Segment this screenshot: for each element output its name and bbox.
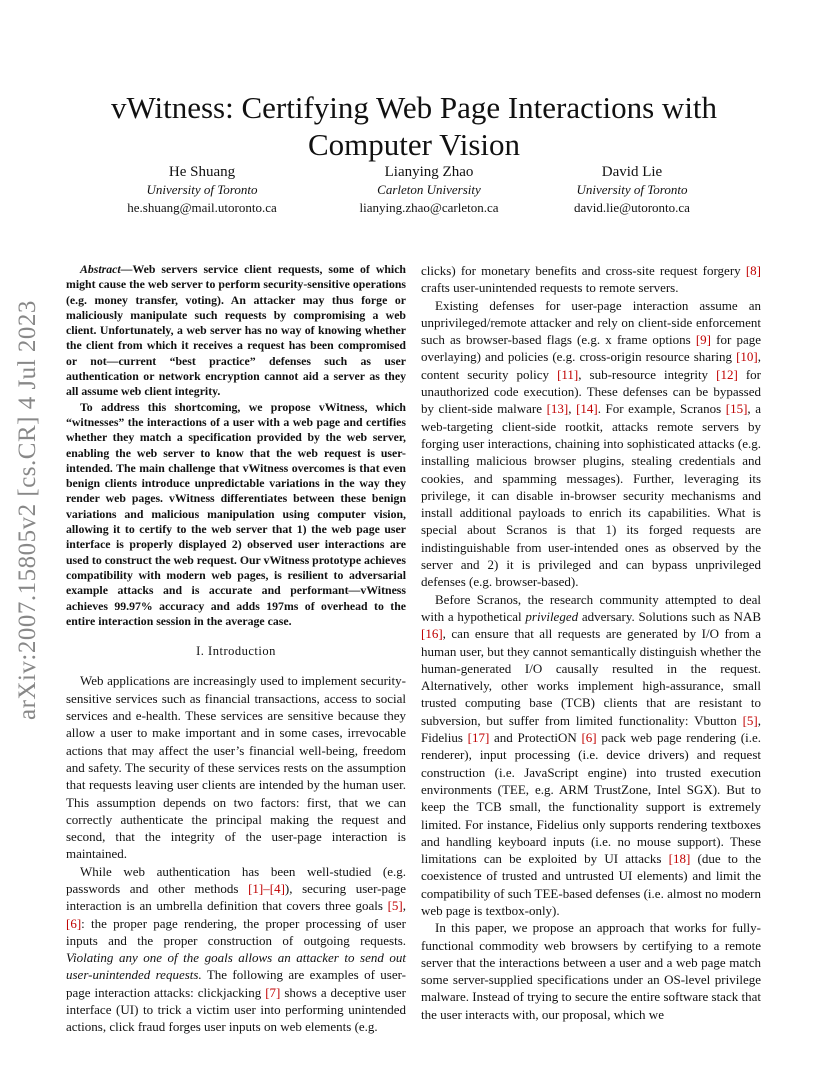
body-paragraph: While web authentication has been well-studied (e.g. passwords and other methods [1]–[4]), securing user-page interaction is an umbrella definition that covers three goals [5], [6]: the proper page rendering, the proper processing of user inputs and the proper construction of outgoing requests. Violating any one of the goals allows an attacker to send out user-unintended requests. The following are examples of user-page interaction attacks: clickjacking [7] shows a deceptive user interface (UI) to trick a victim user into performing unintended actions, click fraud forges user inputs on web elements (e.g. [66,863,407,1035]
citation-link[interactable]: [5] [742,712,758,728]
citation-link[interactable]: [9] [695,332,711,348]
author-affiliation: University of Toronto [146,182,258,197]
citation-link[interactable]: [6] [581,730,597,746]
author-block [522,163,742,217]
abstract [66,262,406,629]
citation-link[interactable]: [17] [467,730,490,746]
right-column [421,262,761,1023]
paper-title: vWitness: Certifying Web Page Interactions with Computer Vision [110,89,718,162]
section-heading: I. Introduction [196,644,276,659]
citation-link[interactable]: [1]–[4] [248,880,285,896]
body-paragraph: Web applications are increasingly used to implement security-sensitive services such as financial transactions, access to social services and e-health. These services are sensitive because they allow a user to make important and in some cases, irrevocable actions that may affect the user’s financial well-being, freedom and safety. The security of these services rests on the assumption that requests leaving user clients are intended by the human user. This assumption depends on two factors: first, that we can correctly authenticate the principal making the request and second, that the integrity of the user-page interaction is maintained. [66,673,406,862]
citation-link[interactable]: [12] [716,366,738,382]
author-name: David Lie [601,164,663,180]
body-paragraph: Existing defenses for user-page interaction assume an unprivileged/remote attacker and rely on client-side enforcement such as browser-based flags (e.g. x frame options [9] for page overlaying) and policies (e.g. cross-origin resource sharing [10], content security policy [11], sub-resource integrity [12] for unauthorized code execution). These defenses can be bypassed by client-side malware [13], [14]. For example, Scranos [15], a web-targeting client-side rootkit, attacks remote servers by forging user interactions, chaining into sophisticated attacks (e.g. installing malicious browser plugins, stealing credentials and cookies, and spamming messages). Further, leveraging its privilege, it can disable in-browser security mechanisms and install additional payloads to enrich its capabilities. What is special about Scranos is that 1) its forged requests are indistinguishable from user-intended ones as observed by the server and 2) it is privileged and can bypass unprivileged defenses (e.g. browser-based). [421,297,761,590]
citation-link[interactable]: [15] [725,401,748,417]
citation-link[interactable]: [14] [576,401,598,417]
arxiv-identifier: arXiv:2007.15805v2 [cs.CR] 4 Jul 2023 [14,300,41,720]
citation-link[interactable]: [10] [736,349,758,365]
citation-link[interactable]: [7] [265,984,281,1000]
body-paragraph: In this paper, we propose an approach that works for fully-functional commodity web browsers by certifying to a remote server that the interactions between a user and a web page match some server-supplied specifications under an OS-level privilege malware. Instead of trying to secure the entire software stack that the user interacts with, our proposal, which we [421,920,761,1022]
author-email: he.shuang@mail.utoronto.ca [127,200,277,215]
citation-link[interactable]: [18] [668,851,691,867]
citation-link[interactable]: [6] [66,915,82,931]
body-paragraph: clicks) for monetary benefits and cross-site request forgery [8] crafts user-unintended requests to remote servers. [421,263,761,296]
author-block [319,163,539,217]
author-email: david.lie@utoronto.ca [574,200,690,215]
citation-link[interactable]: [11] [557,366,579,382]
citation-link[interactable]: [13] [546,401,569,417]
author-block [92,163,312,217]
body-paragraph: Before Scranos, the research community attempted to deal with a hypothetical privileged adversary. Solutions such as NAB [16], can ensure that all requests are generated by I/O from a human user, but they cannot semantically distinguish whether the human-generated I/O causally resulted in the request. Alternatively, other works implement high-assurance, small trusted computing base (TCB) clients that are resistant to subversion, but suffer from limited functionality: Vbutton [5], Fidelius [17] and ProtectiON [6] pack web page rendering (i.e. renderer), input processing (i.e. device drivers) and request construction (i.e. JavaScript engine) into trusted execution environments (TEE, e.g. ARM TrustZone, Intel SGX). But to keep the TCB small, the functionality support is extremely limited. For instance, Fidelius only supports rendering textboxes and handling keyboard inputs (i.e. no mouse support). These limitations can be exploited by UI attacks [18] (due to the coexistence of trusted and untrusted UI elements) and limit the compatibility of such TEE-based defenses (i.e. almost no modern web page is textbox-only). [421,591,762,918]
citation-link[interactable]: [8] [745,263,761,278]
author-affiliation: University of Toronto [576,182,688,197]
citation-link[interactable]: [16] [421,626,443,642]
abstract-paragraph: To address this shortcoming, we propose vWitness, which “witnesses” the interactions of a user with a web page and certifies whether they match a specification provided by the web server, enabling the web server to know that the web request is user-intended. The main challenge that vWitness overcomes is that even benign clients introduce unpredictable variations in the way they render web pages. vWitness differentiates between these benign variations and malicious manipulation using computer vision, allowing it to certify to the web server that 1) the web page user interface is properly displayed 2) observed user interactions are used to construct the web request. Our vWitness prototype achieves compatibility with modern web pages, is resilient to adversarial example attacks and is accurate and performant—vWitness achieves 99.97% accuracy and adds 197ms of overhead to the entire interaction session in the average case. [66,399,406,628]
author-name: He Shuang [168,164,236,180]
abstract-paragraph [66,262,406,400]
author-name: Lianying Zhao [384,164,474,180]
left-column [66,262,406,1036]
abstract-text: —Web servers service client requests, some of which might cause the web server to perform security-sensitive operations (e.g. money transfer, voting). An attacker may thus forge or maliciously manipulate such requests by compromising a web client. Unfortunately, a web server has no way of knowing whether the client from which it receives a request has been compromised or not—current “best practice” defenses such as user authentication or network encryption cannot aid a server as they all assume web client integrity. [66,262,406,399]
author-email: lianying.zhao@carleton.ca [359,200,499,215]
abstract-label: Abstract [80,262,121,276]
author-affiliation: Carleton University [377,182,481,197]
citation-link[interactable]: [5] [387,898,403,914]
